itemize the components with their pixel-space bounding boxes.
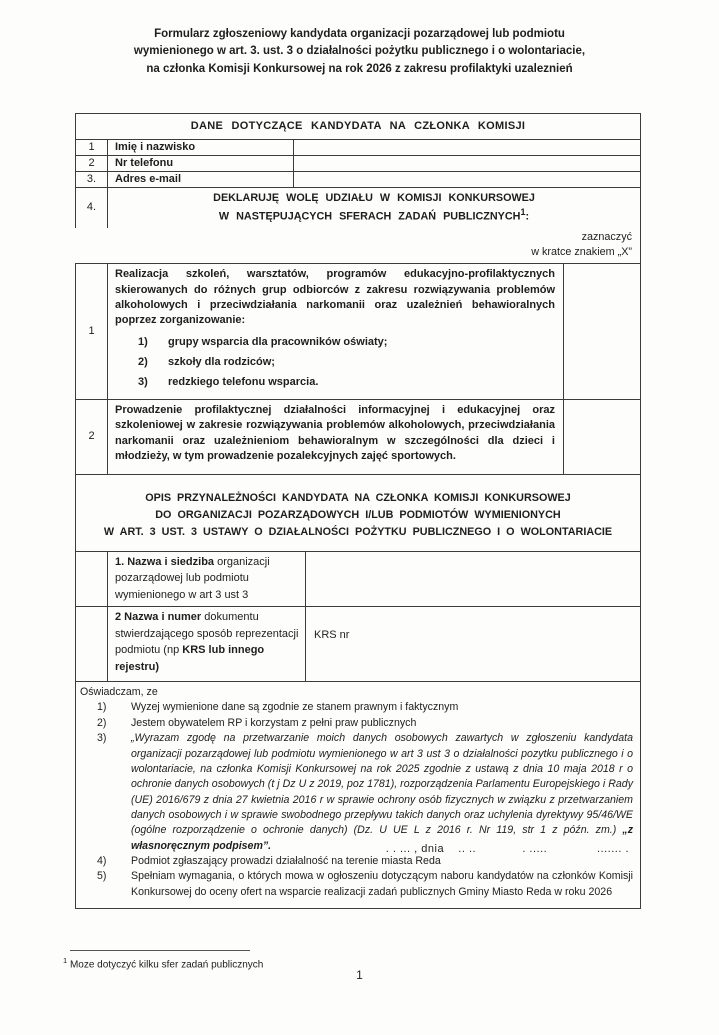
table-row-declaration [75,187,641,229]
title-line-3: na członka Komisji Konkursowej na rok 2026 z zakresu profilaktyki uzaleznień [146,62,573,75]
sphere-2-checkbox-cell[interactable] [564,400,640,474]
statements-block [75,681,641,909]
sphere-2-description: Prowadzenie profilaktycznej działalności informacyjnej i edukacyjnej oraz szkoleniowej w zakresie rozwiązywania problemów alkoholowych, przeciwdziałania narkomanii oraz uzależnieniom behawioralnym w szczególności dla dzieci i młodzieży, w tym prowadzenie pozalekcyjnych zajęć sportowych. [108,400,564,474]
footnote-marker: 1 [63,956,68,965]
org-name-label: 1. Nazwa i siedziba organizacji pozarządowej lub podmiotu wymienionego w art 3 ust 3 [108,552,306,607]
row-number: 2 [76,156,108,171]
row-number-empty [76,552,108,607]
date-signature-line[interactable]: . . ... , dnia .. .. . ..... ....... . [385,843,629,855]
footnote-reference: 1 [520,207,526,218]
row-number: 2 [76,400,108,474]
page-title [40,26,679,78]
title-line-2: wymienionego w art. 3. ust. 3 o działalności pożytku publicznego i o wolontariacie, [133,45,586,58]
name-label: Imię i nazwisko [108,140,294,155]
title-line-1: Formularz zgłoszeniowy kandydata organizacji pozarządowej lub podmiotu [154,28,565,40]
sphere-1-checkbox-cell[interactable] [564,264,640,399]
membership-section-header [75,474,641,552]
declaration-statement [108,188,640,228]
list-item: 2) szkoły dla rodziców; [138,356,275,369]
sphere-1-intro: Realizacja szkoleń, warsztatów, programów edukacyjno-profilaktycznych skierowanych do różnych grup odbiorców z zakresu rozwiązywania problemów alkoholowych i przeciwdziałania narkomanii oraz uzależnień behawioralnych poprzez zorganizowanie: [115,268,555,327]
statement-item: 4) Podmiot zgłaszający prowadzi działalność na terenie miasta Reda [97,855,441,868]
footnote-separator [70,950,250,951]
membership-header-line-3: W ART. 3 UST. 3 USTAWY O DZIAŁALNOŚCI POŻYTKU PUBLICZNEGO I O WOLONTARIACIE [103,526,613,539]
name-field[interactable] [294,140,640,155]
membership-header-line-1: OPIS PRZYNALEŻNOŚCI KANDYDATA NA CZŁONKA KOMISJI KONKURSOWEJ [145,491,571,504]
membership-header-line-2: DO ORGANIZACJI POZARZĄDOWYCH I/LUB PODMIOTÓW WYMIENIONYCH [155,509,561,522]
row-number: 4. [76,188,108,228]
sphere-1-list [115,332,555,393]
phone-field[interactable] [294,156,640,171]
footnote: $^1$ Moze dotyczyć kilku sfer zadań publicznych [63,956,264,971]
email-field[interactable] [294,172,640,187]
page-number: 1 [356,968,363,982]
form-table [75,114,641,909]
org-document-label: 2 Nazwa i numer dokumentu stwierdzającego sposób reprezentacji podmiotu (np KRS lub innego rejestru) [108,607,306,681]
statements-intro: Oświadczam, ze [80,686,158,699]
mark-instruction-line-2: w kratce znakiem „X” [531,246,632,259]
declaration-line-2: W NASTĘPUJĄCYCH SFERACH ZADAŃ PUBLICZNYCH$^1$: [218,207,530,223]
sphere-row-1 [75,263,641,400]
statement-item: 1) Wyzej wymienione dane są zgodnie ze stanem prawnym i faktycznym [97,701,459,714]
list-item: 1) grupy wsparcia dla pracowników oświaty; [138,335,388,348]
statement-item: 2) Jestem obywatelem RP i korzystam z pełni praw publicznych [97,716,417,729]
org-name-row [75,551,641,608]
row-number-empty [76,607,108,681]
sphere-row-2 [75,399,641,475]
statement-item-gdpr-consent: 3) „Wyrazam zgodę na przetwarzanie moich danych osobowych zawartych w zgłoszeniu kandydata organizacji pozarządowej lub podmiotu wymienionego w art 3 ust 3 o działalności pozytku publicznego i o wolontariacie, na członka Komisji Konkursowej na rok 2025 zgodnie z ustawą z dnia 10 maja 2018 r o ochronie danych osobowych (t j Dz U z 2019, poz 1781), rozporządzenia Parlamentu Europejskiego i Rady (UE) 2016/679 z dnia 27 kwietnia 2016 r w sprawie ochrony osób fizycznych w związku z przetwarzaniem danych osobowych i w sprawie swobodnego przepływu takich danych oraz uchylenia dyrektywy 95/46/WE (ogólne rozporządzenie o ochronie danych) (Dz. U UE L z 2016 r. Nr 119, str 1 z późn. zm.) „z własnoręcznym podpisem”. [97,732,633,852]
org-name-field[interactable] [306,552,640,607]
list-item: 3) redzkiego telefonu wsparcia. [138,376,319,389]
sphere-1-description [108,264,564,399]
candidate-section-header: DANE DOTYCZĄCE KANDYDATA NA CZŁONKA KOMISJI [75,113,641,140]
row-number: 1 [76,264,108,399]
table-row-name [75,139,641,156]
row-number: 1 [76,140,108,155]
table-row-email [75,171,641,188]
row-number: 3. [76,172,108,187]
mark-instruction-line-1: zaznaczyć [581,230,632,243]
mark-instruction [75,228,641,264]
table-row-phone [75,155,641,172]
org-document-row [75,606,641,682]
phone-label: Nr telefonu [108,156,294,171]
statement-item: 5) Spełniam wymagania, o których mowa w ogłoszeniu dotyczącym naboru kandydatów na członków Komisji Konkursowej do oceny ofert na wsparcie realizacji zadań publicznych Gminy Miasto Reda w roku 2026 [97,870,633,898]
krs-number-field[interactable]: KRS nr [314,629,350,642]
email-label: Adres e-mail [108,172,294,187]
declaration-line-1: DEKLARUJĘ WOLĘ UDZIAŁU W KOMISJI KONKURSOWEJ [213,192,535,204]
